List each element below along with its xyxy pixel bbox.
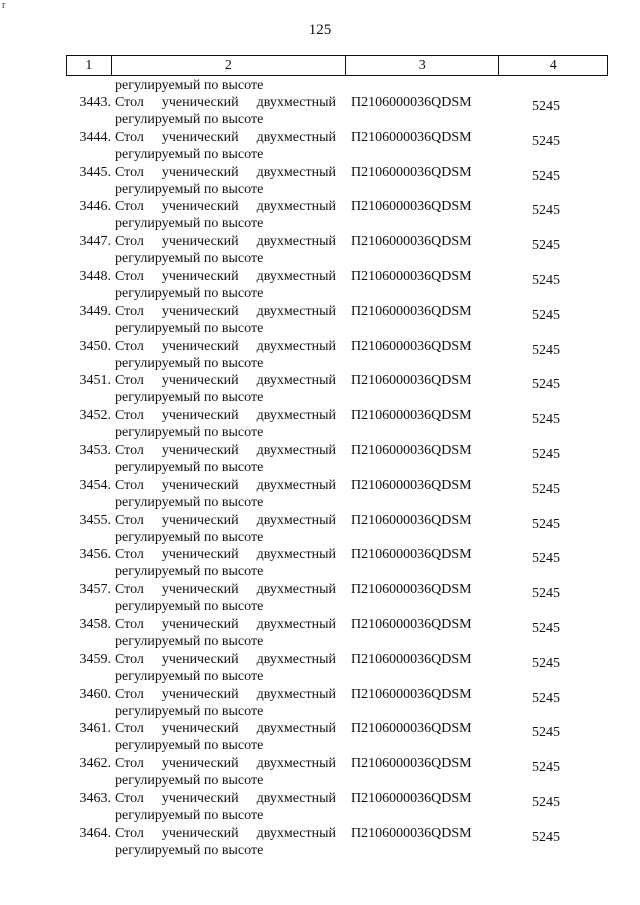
table-row — [66, 442, 608, 477]
row-quantity: 5245 — [532, 655, 560, 671]
row-description — [115, 651, 336, 685]
row-description — [115, 686, 336, 720]
description-line-2: регулируемый по высоте — [115, 842, 264, 858]
table-row — [66, 338, 608, 373]
row-quantity: 5245 — [532, 446, 560, 462]
table-row — [66, 581, 608, 616]
row-description — [115, 233, 336, 267]
row-code: П2106000036QDSM — [351, 129, 472, 145]
description-line-1: Стол ученический двухместный — [115, 547, 336, 563]
row-code: П2106000036QDSM — [351, 373, 472, 389]
row-description — [115, 442, 336, 476]
description-line-2: регулируемый по высоте — [115, 425, 264, 441]
row-quantity: 5245 — [532, 620, 560, 636]
row-description — [115, 372, 336, 406]
row-number: 3448. — [79, 268, 111, 284]
description-line-1: Стол ученический двухместный — [115, 234, 336, 250]
table-row — [66, 755, 608, 790]
row-number: 3462. — [79, 756, 111, 772]
row-quantity: 5245 — [532, 168, 560, 184]
page-number: 125 — [308, 22, 332, 38]
row-code: П2106000036QDSM — [351, 790, 472, 806]
description-line-2: регулируемый по высоте — [115, 390, 264, 406]
description-line-1: Стол ученический двухместный — [115, 199, 336, 215]
row-description — [115, 512, 336, 546]
row-quantity: 5245 — [532, 725, 560, 741]
description-line-2: регулируемый по высоте — [115, 738, 264, 754]
row-quantity: 5245 — [532, 794, 560, 810]
row-description — [115, 546, 336, 580]
row-number: 3449. — [79, 303, 111, 319]
column-header-3: 3 — [345, 56, 498, 75]
corner-mark: r — [2, 0, 6, 11]
table-row — [66, 546, 608, 581]
row-description — [115, 616, 336, 650]
row-quantity: 5245 — [532, 238, 560, 254]
row-description — [115, 94, 336, 128]
row-description — [115, 581, 336, 615]
row-description — [115, 164, 336, 198]
table-row — [66, 512, 608, 547]
description-line-2: регулируемый по высоте — [115, 668, 264, 684]
description-line-1: Стол ученический двухместный — [115, 686, 336, 702]
row-number: 3451. — [79, 373, 111, 389]
row-quantity: 5245 — [532, 760, 560, 776]
row-description — [115, 790, 336, 824]
column-header-1: 1 — [66, 56, 111, 75]
description-line-1: Стол ученический двухместный — [115, 442, 336, 458]
row-number: 3450. — [79, 338, 111, 354]
row-quantity: 5245 — [532, 481, 560, 497]
row-code: П2106000036QDSM — [351, 686, 472, 702]
row-quantity: 5245 — [532, 203, 560, 219]
description-line-1: Стол ученический двухместный — [115, 616, 336, 632]
row-number: 3444. — [79, 129, 111, 145]
row-number: 3458. — [79, 616, 111, 632]
row-number: 3455. — [79, 512, 111, 528]
row-quantity: 5245 — [532, 272, 560, 288]
row-number: 3461. — [79, 721, 111, 737]
description-line-1: Стол ученический двухместный — [115, 129, 336, 145]
row-code: П2106000036QDSM — [351, 442, 472, 458]
table-row — [66, 790, 608, 825]
row-quantity: 5245 — [532, 377, 560, 393]
description-line-2: регулируемый по высоте — [115, 459, 264, 475]
row-quantity: 5245 — [532, 586, 560, 602]
table-row — [66, 303, 608, 338]
row-quantity: 5245 — [532, 342, 560, 358]
row-number: 3460. — [79, 686, 111, 702]
row-description — [115, 755, 336, 789]
description-line-2: регулируемый по высоте — [115, 807, 264, 823]
row-code: П2106000036QDSM — [351, 338, 472, 354]
table-row — [66, 129, 608, 164]
row-description — [115, 720, 336, 754]
table-row — [66, 372, 608, 407]
description-line-1: Стол ученический двухместный — [115, 721, 336, 737]
row-description — [115, 129, 336, 163]
description-line-2: регулируемый по высоте — [115, 703, 264, 719]
row-description — [115, 303, 336, 337]
description-line-2: регулируемый по высоте — [115, 633, 264, 649]
description-line-1: Стол ученический двухместный — [115, 408, 336, 424]
table-row — [66, 686, 608, 721]
table-row — [66, 616, 608, 651]
description-line-1: Стол ученический двухместный — [115, 790, 336, 806]
table-row — [66, 94, 608, 129]
table-body — [66, 94, 608, 860]
table-row — [66, 198, 608, 233]
row-code: П2106000036QDSM — [351, 512, 472, 528]
description-line-1: Стол ученический двухместный — [115, 477, 336, 493]
description-line-1: Стол ученический двухместный — [115, 651, 336, 667]
description-line-1: Стол ученический двухместный — [115, 512, 336, 528]
description-line-2: регулируемый по высоте — [115, 112, 264, 127]
description-line-2: регулируемый по высоте — [115, 216, 264, 232]
row-number: 3463. — [79, 790, 111, 806]
row-number: 3459. — [79, 651, 111, 667]
row-number: 3443. — [79, 95, 111, 110]
row-code: П2106000036QDSM — [351, 303, 472, 319]
row-quantity: 5245 — [532, 516, 560, 532]
description-line-1: Стол ученический двухместный — [115, 95, 336, 110]
table-row — [66, 233, 608, 268]
row-description — [115, 407, 336, 441]
row-number: 3445. — [79, 164, 111, 180]
row-code: П2106000036QDSM — [351, 825, 472, 841]
row-quantity: 5245 — [532, 307, 560, 323]
row-code: П2106000036QDSM — [351, 199, 472, 215]
description-line-1: Стол ученический двухместный — [115, 373, 336, 389]
row-code: П2106000036QDSM — [351, 756, 472, 772]
description-line-1: Стол ученический двухместный — [115, 268, 336, 284]
description-line-2: регулируемый по высоте — [115, 285, 264, 301]
row-description — [115, 338, 336, 372]
description-line-2: регулируемый по высоте — [115, 146, 264, 162]
table-row — [66, 651, 608, 686]
table-row — [66, 164, 608, 199]
row-number: 3452. — [79, 408, 111, 424]
table-row — [66, 720, 608, 755]
row-quantity: 5245 — [532, 133, 560, 149]
row-number: 3456. — [79, 547, 111, 563]
description-line-1: Стол ученический двухместный — [115, 756, 336, 772]
column-header-2: 2 — [111, 56, 345, 75]
row-description — [115, 198, 336, 232]
row-quantity: 5245 — [532, 690, 560, 706]
table-header — [66, 55, 608, 76]
description-line-2: регулируемый по высоте — [115, 564, 264, 580]
table-row — [66, 268, 608, 303]
description-line-1: Стол ученический двухместный — [115, 338, 336, 354]
column-header-4: 4 — [498, 56, 608, 75]
description-line-2: регулируемый по высоте — [115, 529, 264, 545]
description-line-2: регулируемый по высоте — [115, 251, 264, 267]
row-quantity: 5245 — [532, 551, 560, 567]
description-line-2: регулируемый по высоте — [115, 494, 264, 510]
description-line-1: Стол ученический двухместный — [115, 303, 336, 319]
description-line-2: регулируемый по высоте — [115, 599, 264, 615]
description-line-2: регулируемый по высоте — [115, 773, 264, 789]
row-quantity: 5245 — [532, 99, 560, 114]
row-code: П2106000036QDSM — [351, 477, 472, 493]
description-line-1: Стол ученический двухместный — [115, 582, 336, 598]
row-code: П2106000036QDSM — [351, 616, 472, 632]
row-code: П2106000036QDSM — [351, 268, 472, 284]
row-description — [115, 477, 336, 511]
description-line-1: Стол ученический двухместный — [115, 164, 336, 180]
row-code: П2106000036QDSM — [351, 234, 472, 250]
row-description — [115, 825, 336, 859]
row-number: 3447. — [79, 234, 111, 250]
row-quantity: 5245 — [532, 412, 560, 428]
row-quantity: 5245 — [532, 829, 560, 845]
description-line-2: регулируемый по высоте — [115, 181, 264, 197]
table-row — [66, 825, 608, 860]
row-code: П2106000036QDSM — [351, 721, 472, 737]
description-line-2: регулируемый по высоте — [115, 320, 264, 336]
row-code: П2106000036QDSM — [351, 547, 472, 563]
table-row — [66, 407, 608, 442]
row-description — [115, 268, 336, 302]
table-row — [66, 477, 608, 512]
row-number: 3464. — [79, 825, 111, 841]
row-number: 3446. — [79, 199, 111, 215]
row-code: П2106000036QDSM — [351, 582, 472, 598]
row-number: 3454. — [79, 477, 111, 493]
row-number: 3457. — [79, 582, 111, 598]
row-code: П2106000036QDSM — [351, 95, 472, 110]
continuation-text: регулируемый по высоте — [115, 78, 264, 93]
row-code: П2106000036QDSM — [351, 164, 472, 180]
row-code: П2106000036QDSM — [351, 408, 472, 424]
description-line-1: Стол ученический двухместный — [115, 825, 336, 841]
description-line-2: регулируемый по высоте — [115, 355, 264, 371]
row-code: П2106000036QDSM — [351, 651, 472, 667]
row-number: 3453. — [79, 442, 111, 458]
